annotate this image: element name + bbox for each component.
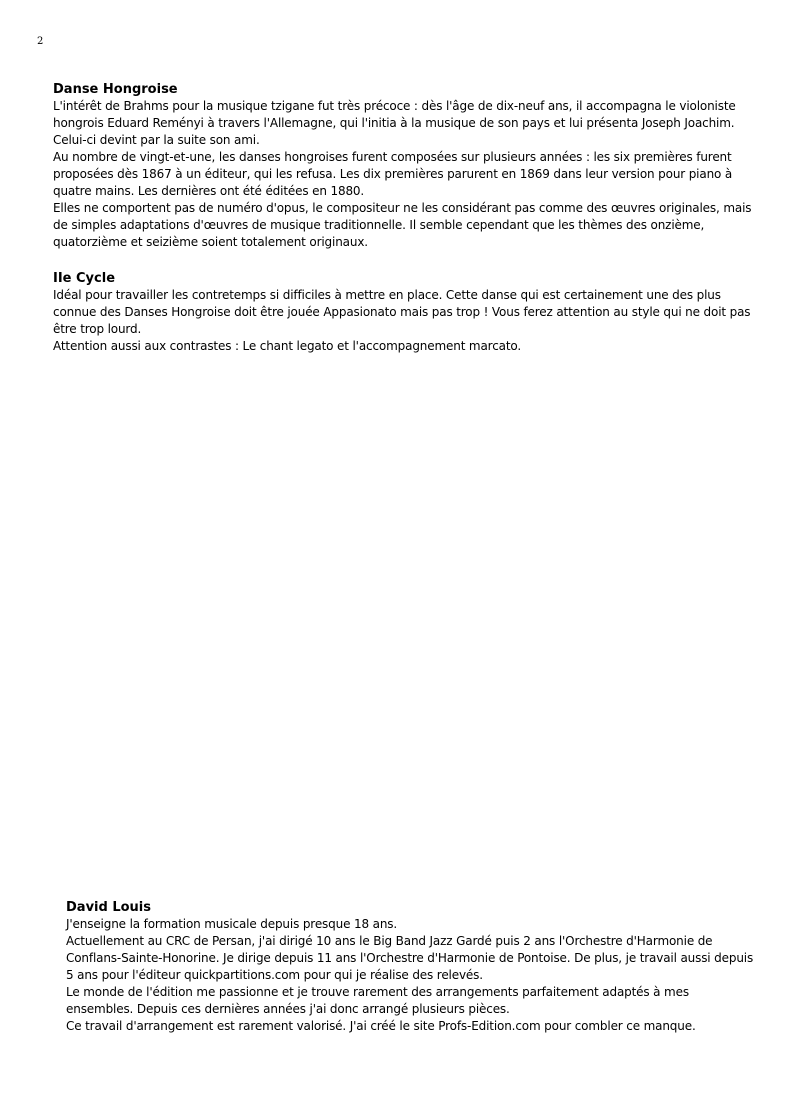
cycle-paragraph-2: Attention aussi aux contrastes : Le chant legato et l'accompagnement marcato. — [53, 339, 522, 353]
author-paragraph-3: Le monde de l'édition me passionne et je trouve rarement des arrangements parfaitement adaptés à mes ensembles. Depuis ces dernières années j'ai donc arrangé plusieurs pièces. — [66, 985, 689, 1016]
cycle-heading: IIe Cycle — [53, 271, 116, 286]
danse-hongroise-paragraph-2: Au nombre de vingt-et-une, les danses hongroises furent composées sur plusieurs années : les six premières furent proposées dès 1867 à un éditeur, qui les refusa. Les dix premières parurent en 1869 dans leur version pour piano à quatre mains. Les dernières ont été éditées en 1880. — [53, 150, 733, 198]
author-name: David Louis — [66, 900, 151, 915]
author-section — [66, 899, 756, 1035]
danse-hongroise-heading: Danse Hongroise — [53, 82, 178, 97]
author-paragraph-1: J'enseigne la formation musicale depuis presque 18 ans. — [66, 917, 398, 931]
danse-hongroise-section — [53, 81, 763, 251]
danse-hongroise-paragraph-3: Elles ne comportent pas de numéro d'opus, le compositeur ne les considérant pas comme des œuvres originales, mais de simples adaptations d'œuvres de musique traditionnelle. Il semble cependant que les thèmes des onzième, quatorzième et seizième soient totalement originaux. — [53, 201, 752, 249]
cycle-paragraph-1: Idéal pour travailler les contretemps si difficiles à mettre en place. Cette danse qui est certainement une des plus connue des Danses Hongroise doit être jouée Appasionato mais pas trop ! Vous ferez attention au style qui ne doit pas être trop lourd. — [53, 288, 751, 336]
author-paragraph-2: Actuellement au CRC de Persan, j'ai dirigé 10 ans le Big Band Jazz Gardé puis 2 ans l'Orchestre d'Harmonie de Conflans-Sainte-Honorine. Je dirige depuis 11 ans l'Orchestre d'Harmonie de Pontoise. De plus, je travail aussi depuis 5 ans pour l'éditeur quickpartitions.com pour qui je réalise des relevés. — [66, 934, 754, 982]
cycle-section — [53, 270, 763, 355]
danse-hongroise-paragraph-1: L'intérêt de Brahms pour la musique tzigane fut très précoce : dès l'âge de dix-neuf ans, il accompagna le violoniste hongrois Eduard Reményi à travers l'Allemagne, qui l'initia à la musique de son pays et lui présenta Joseph Joachim. Celui-ci devint par la suite son ami. — [53, 99, 736, 147]
author-paragraph-4: Ce travail d'arrangement est rarement valorisé. J'ai créé le site Profs-Edition.com pour combler ce manque. — [66, 1019, 696, 1033]
page-number: 2 — [37, 36, 44, 47]
